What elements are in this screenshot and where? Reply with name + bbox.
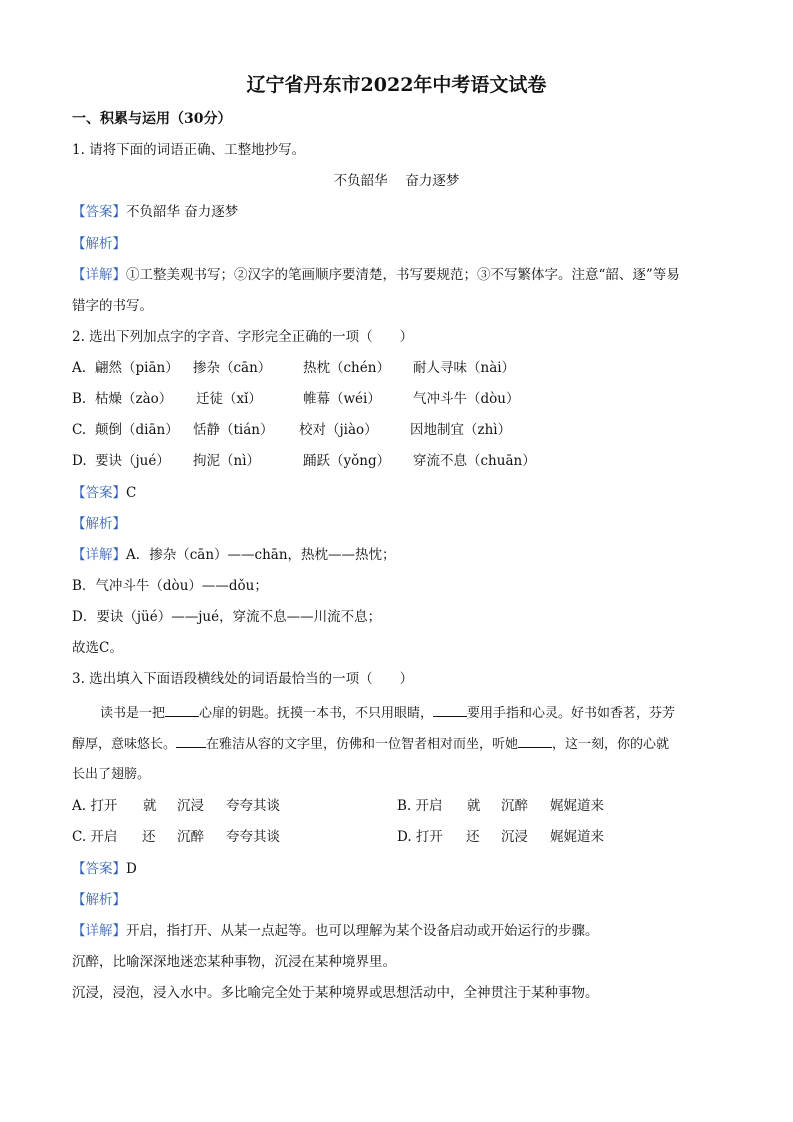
option-letter: B. [72,391,87,407]
answer-text: D [126,861,137,877]
option-word: 还 [466,829,480,845]
fill-blank [176,735,206,748]
detail-text: 错字的书写。 [72,298,153,314]
option-letter: A. 打开 [72,798,118,814]
answer-text: 不负韶华 奋力逐梦 [126,204,239,220]
question-2-detail [72,546,396,564]
option-letter: C. [72,422,87,438]
option-letter: C. 开启 [72,829,118,845]
detail-text: 开启，指打开、从某一点起等。也可以理解为某个设备启动或开始运行的步骤。 [126,923,599,939]
option-letter: D. [72,453,87,469]
option-word: 校对（jiào） [299,422,378,438]
passage-line: 长出了翅膀。 [72,767,151,782]
answer-tag: 【答案】 [72,861,126,877]
option-word: 帷幕（wéi） [303,391,381,407]
option-word: 就 [467,798,481,814]
option-word: 要诀（jué） [95,453,170,469]
question-3-answer [72,860,137,878]
passage-text: 在雅洁从容的文字里，仿佛和一位智者相对而坐，听她 [206,737,519,752]
detail-text: 沉浸，浸泡，浸入水中。多比喻完全处于某种境界或思想活动中，全神贯注于某种事物。 [72,985,599,1001]
option-word: 夸夸其谈 [226,829,280,845]
analysis-tag: 【解析】 [72,236,126,252]
passage-line [100,704,675,723]
detail-text: 故选C。 [72,640,123,656]
detail-text: D．要诀（jüé）——jué，穿流不息——川流不息； [72,609,382,625]
detail-text: 沉醉，比喻深深地迷恋某种事物，沉浸在某种境界里。 [72,954,396,970]
passage-text: 要用手指和心灵。好书如香茗，芬芳 [467,706,676,721]
option-word: 沉浸 [501,829,528,845]
question-1-stem: 1. 请将下面的词语正确、工整地抄写。 [72,142,306,158]
option-word: 热枕（chén） [303,360,390,376]
question-3-stem: 3. 选出填入下面语段横线处的词语最恰当的一项（ ） [72,671,414,687]
option-word: 翩然（piān） [95,360,179,376]
option-word: 就 [143,798,157,814]
option-word: 娓娓道来 [550,798,604,814]
question-2-stem: 2. 选出下列加点字的字音、字形完全正确的一项（ ） [72,329,414,345]
option-letter: B. 开启 [397,798,443,814]
question-1-detail [72,266,680,284]
option-word: 还 [142,829,156,845]
option-word: 颠倒（diān） [95,422,179,438]
option-word: 穿流不息（chuān） [413,453,536,469]
option-word: 娓娓道来 [550,829,604,845]
passage-text: 读书是一把 [100,706,166,721]
question-1-answer [72,203,238,221]
option-word: 枯燥（zào） [95,391,173,407]
detail-text: ①工整美观书写；②汉字的笔画顺序要清楚，书写要规范；③不写繁体字。注意“韶、逐”等易 [126,267,680,283]
option-letter: A. [72,360,87,376]
detail-text: B．气冲斗牛（dòu）——dǒu； [72,578,268,594]
option-word: 耐人寻味（nài） [413,360,516,376]
option-word: 迁徒（xǐ） [196,391,262,407]
answer-tag: 【答案】 [72,204,126,220]
answer-text: C [126,485,137,501]
option-word: 踊跃（yǒng） [303,453,391,469]
analysis-tag: 【解析】 [72,516,126,532]
passage-text: 心扉的钥匙。抚摸一本书，不只用眼睛， [199,706,434,721]
detail-tag: 【详解】 [72,547,126,563]
option-word: 夸夸其谈 [226,798,280,814]
fill-blank [165,704,199,717]
detail-tag: 【详解】 [72,267,126,283]
option-word: 沉醉 [501,798,528,814]
page-title: 辽宁省丹东市2022年中考语文试卷 [246,74,547,96]
option-word: 掺杂（cān） [193,360,272,376]
answer-tag: 【答案】 [72,485,126,501]
passage-line [72,735,669,754]
detail-text: A．掺杂（cān）——chān，热枕——热忱； [126,547,396,563]
option-word: 沉浸 [177,798,204,814]
fill-blank [433,704,467,717]
option-letter: D. 打开 [397,829,443,845]
passage-text: 醇厚，意味悠长。 [72,737,177,752]
option-word: 因地制宜（zhì） [410,422,512,438]
fill-blank [518,735,552,748]
section-heading: 一、积累与运用（30分） [72,111,232,127]
question-1-words: 不负韶华 奋力逐梦 [333,173,460,189]
question-2-answer [72,484,136,502]
option-word: 气冲斗牛（dòu） [413,391,520,407]
detail-tag: 【详解】 [72,923,126,939]
analysis-tag: 【解析】 [72,892,126,908]
option-word: 沉醉 [177,829,204,845]
question-3-detail [72,922,599,940]
option-word: 恬静（tián） [193,422,274,438]
passage-text: ，这一刻，你的心就 [552,737,670,752]
option-word: 拘泥（nì） [193,453,261,469]
